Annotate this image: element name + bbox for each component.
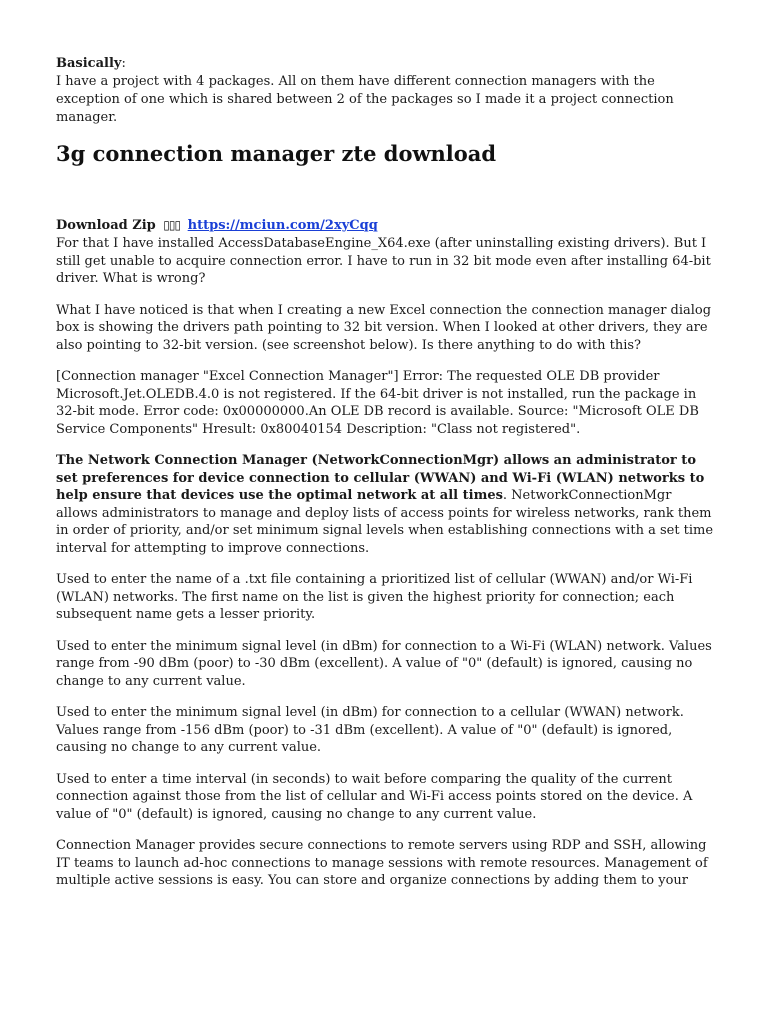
download-label: Download Zip: [56, 218, 156, 233]
paragraph-connection-manager: Connection Manager provides secure connections to remote servers using RDP and SSH, allowing IT teams to launch ad-hoc connections to manage sessions with remote resources. Management of multiple active sessions is easy. You can store and organize connections by adding them to your: [56, 838, 708, 888]
paragraph-driver-path: What I have noticed is that when I creating a new Excel connection the connection manager dialog box is showing the drivers path pointing to 32 bit version. When I looked at other drivers, they are also pointing to 32-bit version. (see screenshot below). Is there anything to do with this?: [56, 302, 712, 353]
network-rest-text: . NetworkConnectionMgr allows administrators to manage and deploy lists of access points for wireless networks, rank them in order of priority, and/or set minimum signal levels when establishing connections with a set time interval for attempting to improve connections.: [56, 488, 714, 556]
intro-text: I have a project with 4 packages. All on them have different connection managers with the exception of one which is shared between 2 of the packages so I made it a project connection manager.: [56, 74, 674, 125]
document-page: [56, 55, 716, 904]
download-line: [56, 216, 716, 235]
placeholder-glyphs-icon: ▯▯▯: [163, 218, 181, 232]
paragraph-driver-install: For that I have installed AccessDatabaseEngine_X64.exe (after uninstalling existing drivers). But I still get unable to acquire connection error. I have to run in 32 bit mode even after installing 64-bit driver. What is wrong?: [56, 236, 711, 286]
intro-colon: :: [121, 56, 126, 71]
intro-paragraph: [56, 55, 716, 127]
network-bold-text: The Network Connection Manager (NetworkConnectionMgr) allows an administrator to set preferences for device connection to cellular (WWAN) and Wi-Fi (WLAN) networks to help ensure that devices use the optimal network at all times: [56, 453, 705, 503]
page-title: 3g connection manager zte download: [56, 141, 497, 166]
paragraph-wifi-signal: Used to enter the minimum signal level (in dBm) for connection to a Wi-Fi (WLAN) network. Values range from -90 dBm (poor) to -30 dBm (excellent). A value of "0" (default) is ignored, causing no change to any current value.: [56, 638, 712, 689]
paragraph-error-message: [Connection manager "Excel Connection Manager"] Error: The requested OLE DB provider Microsoft.Jet.OLEDB.4.0 is not registered. If the 64-bit driver is not installed, run the package in 32-bit mode. Error code: 0x00000000.An OLE DB record is available. Source: "Microsoft OLE DB Service Components" Hresult: 0x80040154 Description: "Class not registered".: [56, 369, 699, 437]
intro-label: Basically: [56, 56, 122, 71]
paragraph-cellular-signal: Used to enter the minimum signal level (in dBm) for connection to a cellular (WWAN) network. Values range from -156 dBm (poor) to -31 dBm (excellent). A value of "0" (default) is ignored, causing no change to any current value.: [56, 705, 684, 755]
paragraph-time-interval: Used to enter a time interval (in seconds) to wait before comparing the quality of the current connection against those from the list of cellular and Wi-Fi access points stored on the device. A value of "0" (default) is ignored, causing no change to any current value.: [56, 771, 693, 822]
download-link[interactable]: https://mciun.com/2xyCqq: [187, 218, 378, 233]
paragraph-network-manager: [56, 452, 716, 557]
paragraph-priority-list: Used to enter the name of a .txt file containing a prioritized list of cellular (WWAN) and/or Wi-Fi (WLAN) networks. The first name on the list is given the highest priority for connection; each subsequent name gets a lesser priority.: [56, 572, 693, 622]
